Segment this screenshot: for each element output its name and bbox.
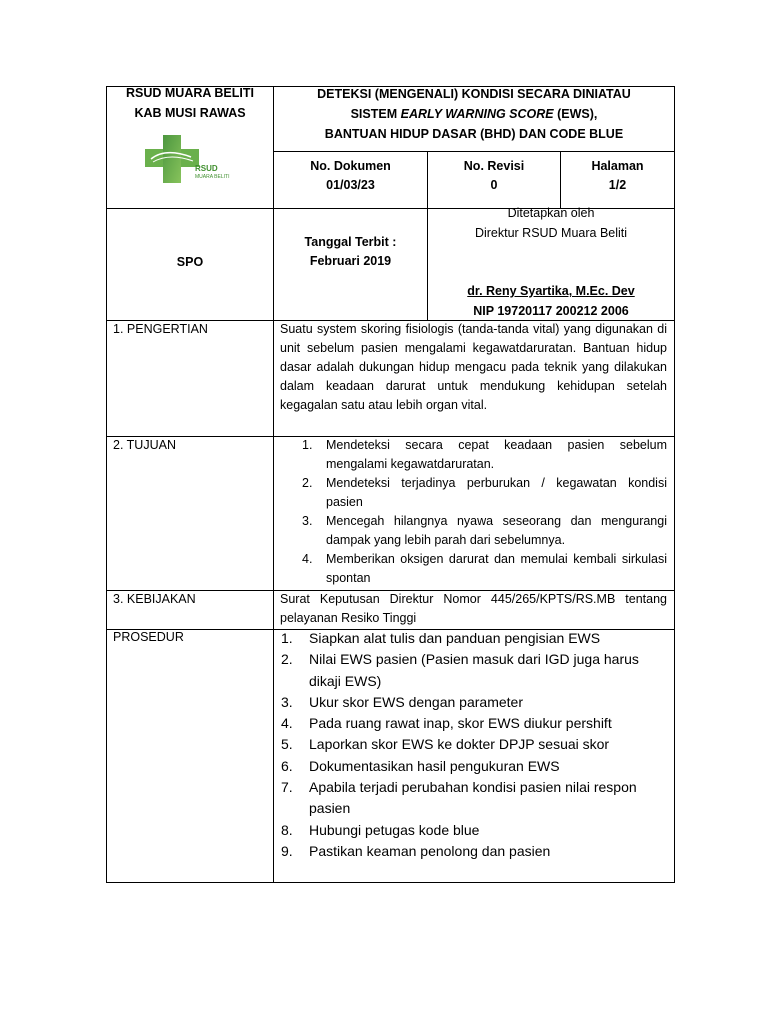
title-line2-post: (EWS), [553,107,598,121]
kebijakan-label: 3. KEBIJAKAN [113,592,196,606]
list-item: 1. Siapkan alat tulis dan panduan pengisian EWS [281,630,601,646]
hospital-name-line1: RSUD MUARA BELITI [125,86,254,100]
doc-number-cell [274,157,427,195]
list-item: 3. Mencegah hilangnya nyawa seseorang dan mengurangi dampak yang lebih parah dari sebelumnya. [302,514,667,547]
revision-value: 0 [490,178,498,192]
page-value: 1/2 [608,178,627,192]
page-label: Halaman [591,159,644,173]
list-item: 4. Memberikan oksigen darurat dan memulai kembali sirkulasi spontan [302,552,667,585]
set-by-text: Ditetapkan oleh [507,206,595,220]
table-border-right [674,86,675,883]
issue-date-cell [274,233,427,271]
logo-subtext: MUARA BELITI [195,174,230,180]
revision-label: No. Revisi [463,159,525,173]
table-border-left [106,86,107,883]
list-item: 9. Pastikan keaman penolong dan pasien [281,842,551,859]
issue-date-value: Februari 2019 [309,254,392,268]
list-item: 2. Mendeteksi terjadinya perburukan / kegawatan kondisi pasien [302,476,667,509]
page-cell [561,157,674,195]
title-line2-pre: SISTEM [350,107,401,121]
row-divider-title [273,151,675,152]
pengertian-text: Suatu system skoring fisiologis (tanda-tanda vital) yang digunakan di unit sebelum pasien mengalami kegawatdaruratan. Bantuan hidup dasar adalah dukungan hidup mengacu pada teknik yang dilakukan dalam keadaan darurat untuk mendukung kehidupan setelah kegagalan satu atau lebih organ vital. [280,322,667,412]
hospital-name-line2: KAB MUSI RAWAS [134,106,246,120]
table-border-bottom [106,882,675,883]
hospital-logo [145,135,260,183]
signer-block [428,282,674,321]
signer-nip: NIP 19720117 200212 2006 [473,304,629,318]
table-col-divider [273,86,274,883]
list-item: 8. Hubungi petugas kode blue [281,821,480,838]
tujuan-list [302,436,667,588]
kebijakan-text: Surat Keputusan Direktur Nomor 445/265/KPTS/RS.MB tentang pelayanan Resiko Tinggi [280,592,667,625]
title-line1: DETEKSI (MENGENALI) KONDISI SECARA DINIATAU [317,87,631,101]
doc-number-value: 01/03/23 [326,178,375,192]
logo-text: RSUD [195,164,218,173]
title-line3: BANTUAN HIDUP DASAR (BHD) DAN CODE BLUE [324,127,624,141]
list-item: 7. Apabila terjadi perubahan kondisi pasien nilai respon pasien [281,779,637,817]
title-line2 [274,104,674,124]
list-item: 3. Ukur skor EWS dengan parameter [281,693,523,710]
doc-number-label: No. Dokumen [310,159,391,173]
logo-cross-icon [145,135,260,183]
prosedur-list [281,628,669,862]
title-line2-italic: EARLY WARNING SCORE [400,107,554,121]
list-item: 2. Nilai EWS pasien (Pasien masuk dari IGD juga harus dikaji EWS) [281,651,639,689]
tujuan-label: 2. TUJUAN [113,438,176,452]
pengertian-label: 1. PENGERTIAN [113,322,208,336]
director-text: Direktur RSUD Muara Beliti [474,226,628,240]
list-item: 4. Pada ruang rawat inap, skor EWS diukur pershift [281,715,612,732]
signer-name: dr. Reny Syartika, M.Ec. Dev [467,284,635,298]
list-item: 1. Mendeteksi secara cepat keadaan pasien sebelum mengalami kegawatdaruratan. [302,438,667,471]
issue-date-label: Tanggal Terbit : [304,235,397,249]
prosedur-label: PROSEDUR [113,630,184,644]
spo-label: SPO [176,255,204,269]
list-item: 6. Dokumentasikan hasil pengukuran EWS [281,757,560,774]
revision-cell [428,157,560,195]
hospital-name [107,84,273,123]
approval-cell [428,204,674,243]
list-item: 5. Laporkan skor EWS ke dokter DPJP sesuai skor [281,736,610,753]
document-title [274,84,674,144]
